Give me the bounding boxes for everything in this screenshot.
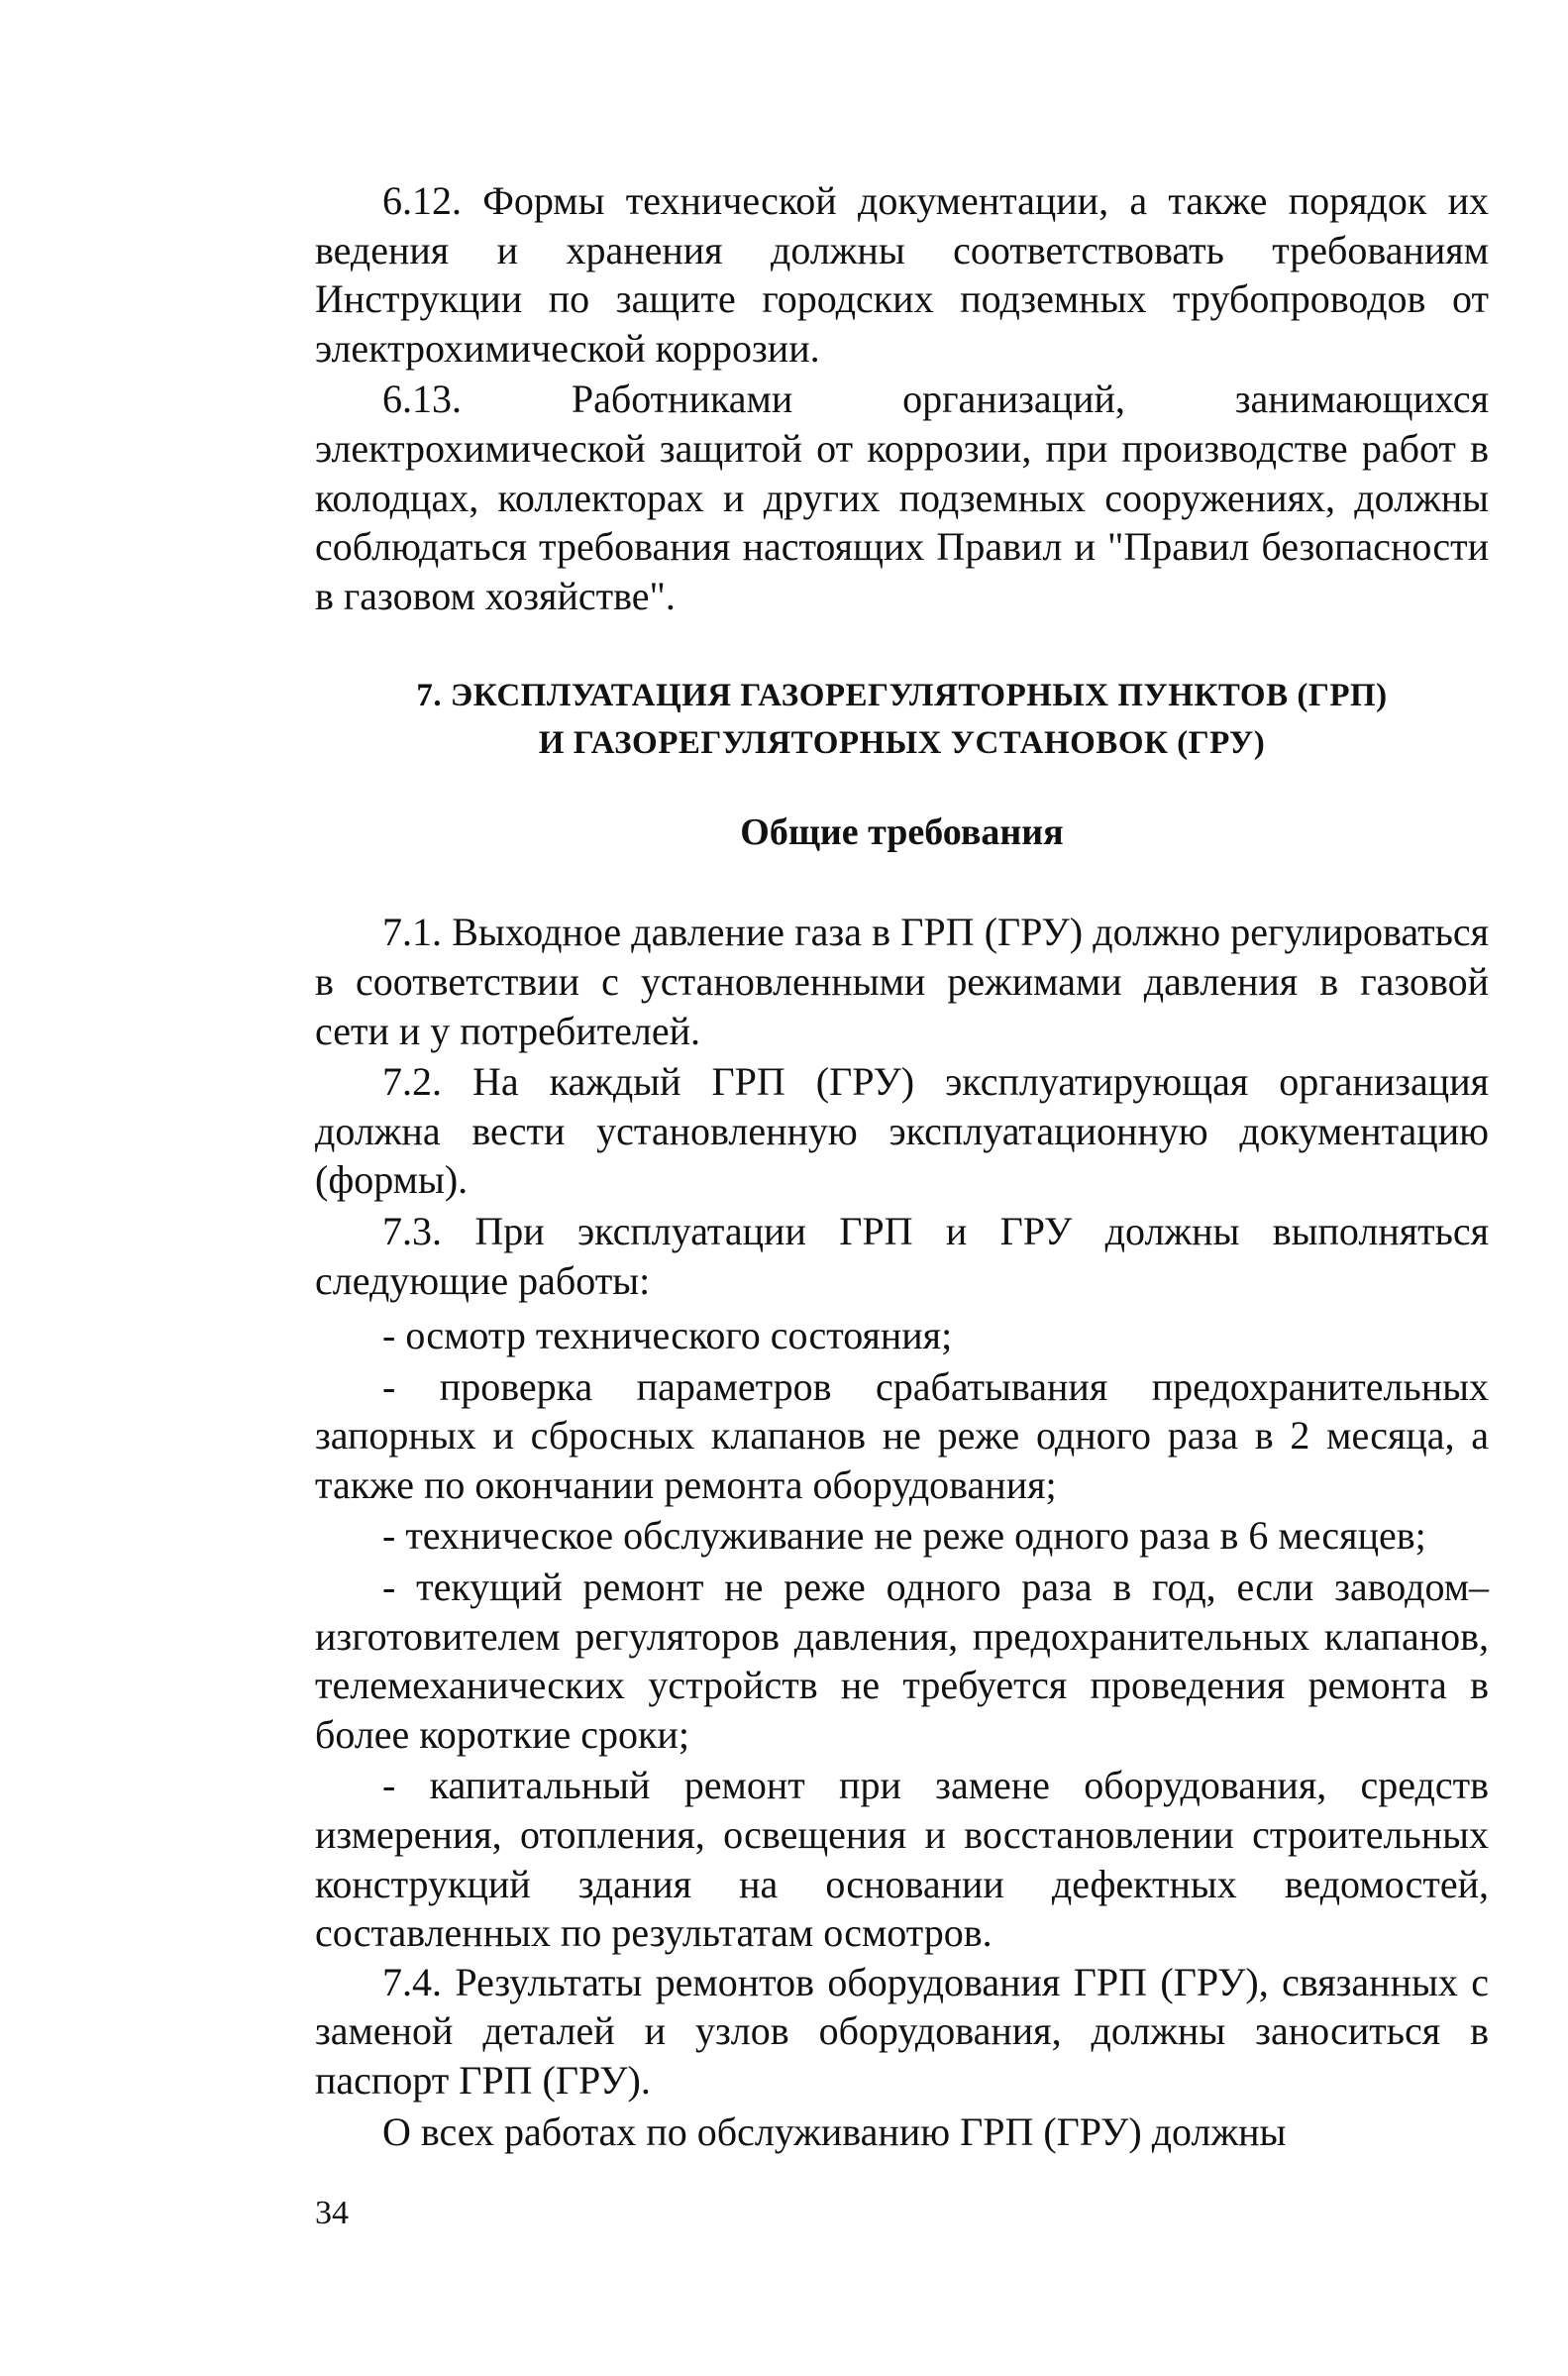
paragraph-7-4: 7.4. Результаты ремонтов оборудования ГРП (ГРУ), связанных с заменой деталей и узлов оборудования, должны заноситься в паспорт ГРП (ГРУ).: [315, 1959, 1489, 2103]
section-subtitle: Общие требования: [740, 811, 1064, 854]
work-list: [315, 1311, 1489, 1958]
paragraph-continued: О всех работах по обслуживанию ГРП (ГРУ) должны: [382, 2108, 1287, 2154]
list-item: - осмотр технического состояния;: [382, 1313, 953, 1358]
paragraph-7-3: 7.3. При эксплуатации ГРП и ГРУ должны выполняться следующие работы:: [315, 1208, 1489, 1303]
list-item: - капитальный ремонт при замене оборудования, средств измерения, отопления, освещения и восстановлении строительных конструкций здания на основании дефектных ведомостей, составленных по результатам осмотров.: [315, 1763, 1489, 1956]
paragraph-7-1: 7.1. Выходное давление газа в ГРП (ГРУ) должно регулироваться в соответствии с установленными режимами давления в газовой сети и у потребителей.: [315, 910, 1489, 1053]
section-title-line-1: 7. ЭКСПЛУАТАЦИЯ ГАЗОРЕГУЛЯТОРНЫХ ПУНКТОВ (ГРП): [416, 678, 1388, 714]
list-item: - текущий ремонт не реже одного раза в год, если заводом–изготовителем регуляторов давления, предохранительных клапанов, телемеханических устройств не требуется проведения ремонта в более короткие сроки;: [315, 1565, 1489, 1757]
paragraph-6-13: 6.13. Работниками организаций, занимающихся электрохимической защитой от коррозии, при производстве работ в колодцах, коллекторах и других подземных сооружениях, должны соблюдаться требования настоящих Правил и "Правил безопасности в газовом хозяйстве".: [315, 377, 1489, 618]
paragraph-6-12: 6.12. Формы технической документации, а также порядок их ведения и хранения должны соответствовать требованиям Инструкции по защите городских подземных трубопроводов от электрохимической коррозии.: [315, 178, 1489, 371]
paragraph-7-2: 7.2. На каждый ГРП (ГРУ) эксплуатирующая организация должна вести установленную эксплуатационную документацию (формы).: [315, 1059, 1489, 1203]
section-title: [315, 672, 1489, 767]
list-item: - техническое обслуживание не реже одного раза в 6 месяцев;: [382, 1513, 1426, 1559]
page-number: 34: [315, 2195, 349, 2231]
document-page: [315, 176, 1489, 2156]
section-title-line-2: И ГАЗОРЕГУЛЯТОРНЫХ УСТАНОВОК (ГРУ): [538, 725, 1266, 762]
list-item: - проверка параметров срабатывания предохранительных запорных и сбросных клапанов не реже одного раза в 2 месяца, а также по окончании ремонта оборудования;: [315, 1363, 1489, 1507]
